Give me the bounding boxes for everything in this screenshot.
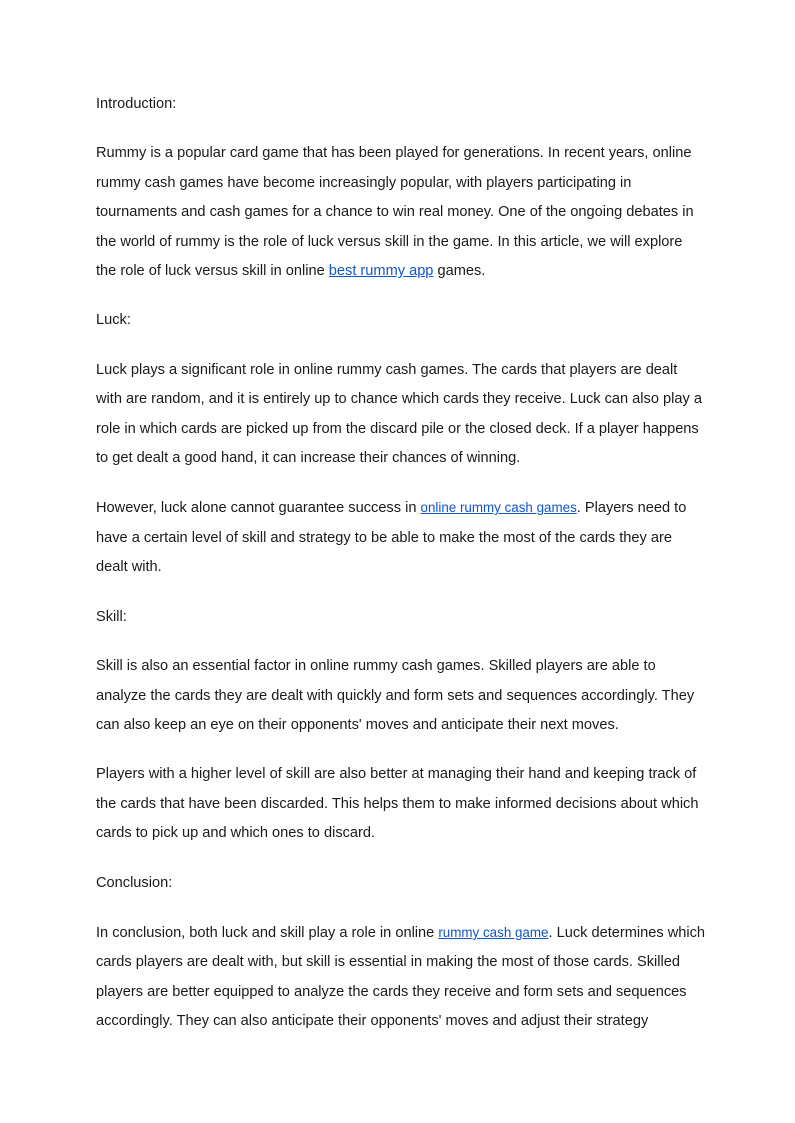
conclusion-heading: Conclusion:: [96, 874, 173, 891]
luck-text-before-link: However, luck alone cannot guarantee success in: [96, 500, 421, 517]
skill-heading: Skill:: [96, 608, 127, 625]
luck-text-after-link: . Players need to have a certain level of skill and strategy to be able to make the most of the cards they are dealt with.: [96, 500, 687, 576]
online-rummy-cash-games-link[interactable]: online rummy cash games: [420, 500, 577, 516]
luck-paragraph-2: [96, 493, 706, 582]
rummy-cash-game-link[interactable]: rummy cash game: [438, 924, 549, 940]
conclusion-paragraph: [96, 918, 706, 1037]
intro-text-before-link: Rummy is a popular card game that has been played for generations. In recent years, online rummy cash games have become increasingly popular, with players participating in tournaments and cash games for a chance to win real money. One of the ongoing debates in the world of rummy is the role of luck versus skill in the game. In this article, we will explore the role of luck versus skill in online: [96, 145, 694, 280]
conclusion-text-before-link: In conclusion, both luck and skill play a role in online: [96, 924, 439, 941]
document-page: [96, 90, 706, 1057]
luck-paragraph-1: Luck plays a significant role in online rummy cash games. The cards that players are dealt with are random, and it is entirely up to chance which cards they receive. Luck can also play a role in which cards are picked up from the discard pile or the closed deck. If a player happens to get dealt a good hand, it can increase their chances of winning.: [96, 361, 702, 467]
skill-paragraph-2: Players with a higher level of skill are also better at managing their hand and keeping track of the cards that have been discarded. This helps them to make informed decisions about which cards to pick up and which ones to discard.: [96, 766, 699, 842]
best-rummy-app-link[interactable]: best rummy app: [328, 263, 434, 280]
intro-paragraph: [96, 139, 706, 286]
luck-heading: Luck:: [96, 312, 131, 329]
conclusion-text-after-link: . Luck determines which cards players are dealt with, but skill is essential in making the most of those cards. Skilled players are better equipped to analyze the cards they receive and form sets and sequences accordingly. They can also anticipate their opponents' moves and adjust their strategy: [96, 924, 706, 1030]
intro-heading: Introduction:: [96, 96, 177, 112]
skill-paragraph-1: Skill is also an essential factor in online rummy cash games. Skilled players are able to analyze the cards they are dealt with quickly and form sets and sequences accordingly. They can also keep an eye on their opponents' moves and anticipate their next moves.: [96, 658, 695, 733]
intro-text-after-link: games.: [433, 263, 486, 280]
